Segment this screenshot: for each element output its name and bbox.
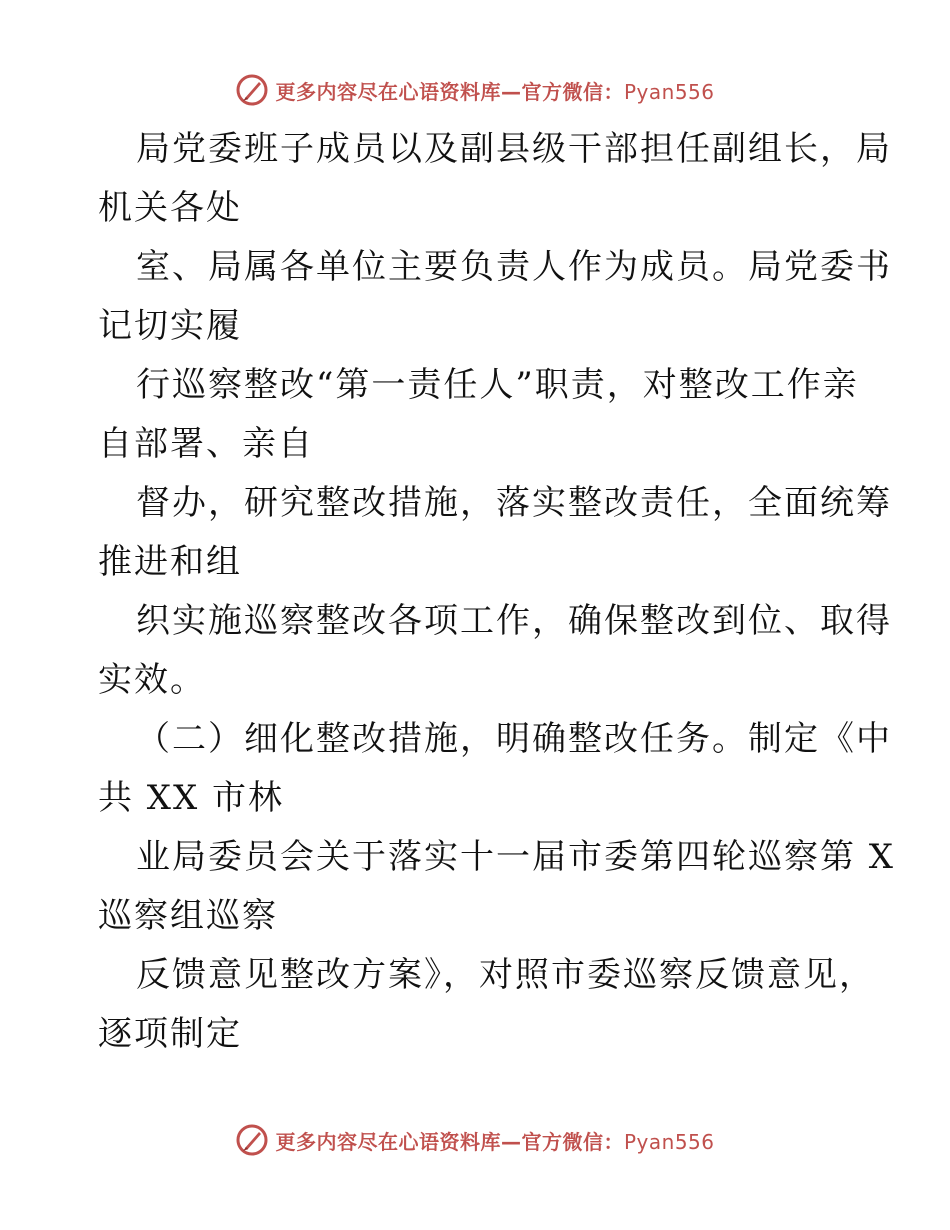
header-banner-handle: Pyan556 — [623, 79, 715, 104]
quill-pen-logo-icon — [235, 1123, 269, 1157]
footer-banner-handle: Pyan556 — [623, 1129, 715, 1154]
text-line: 行巡察整改“第一责任人”职责，对整改工作亲 — [136, 365, 859, 405]
text-line: 反馈意见整改方案》，对照市委巡察反馈意见， — [136, 955, 875, 995]
text-line: 推进和组 — [98, 542, 242, 582]
document-body — [98, 120, 896, 1064]
footer-banner — [0, 1118, 950, 1162]
text-line: 室、局属各单位主要负责人作为成员。局党委书 — [136, 247, 892, 287]
text-line: 共 XX 市林 — [98, 778, 285, 818]
footer-banner-text — [275, 1126, 714, 1155]
text-line: 实效。 — [98, 660, 206, 700]
text-line: 记切实履 — [98, 306, 242, 346]
text-line: 局党委班子成员以及副县级干部担任副组长，局 — [136, 129, 892, 169]
text-line: （二）细化整改措施，明确整改任务。制定《中 — [136, 719, 892, 759]
footer-banner-label: 更多内容尽在心语资料库—官方微信： — [275, 1129, 624, 1154]
header-banner-label: 更多内容尽在心语资料库—官方微信： — [275, 79, 624, 104]
text-line: 巡察组巡察 — [98, 896, 278, 936]
text-line: 督办，研究整改措施，落实整改责任，全面统筹 — [136, 483, 892, 523]
text-line: 逐项制定 — [98, 1014, 242, 1054]
text-line: 织实施巡察整改各项工作，确保整改到位、取得 — [136, 601, 892, 641]
quill-pen-logo-icon — [235, 73, 269, 107]
text-line: 业局委员会关于落实十一届市委第四轮巡察第 X — [136, 837, 896, 877]
header-banner-text — [275, 76, 714, 105]
text-line: 自部署、亲自 — [98, 424, 314, 464]
header-banner — [0, 68, 950, 112]
text-line: 机关各处 — [98, 188, 242, 228]
